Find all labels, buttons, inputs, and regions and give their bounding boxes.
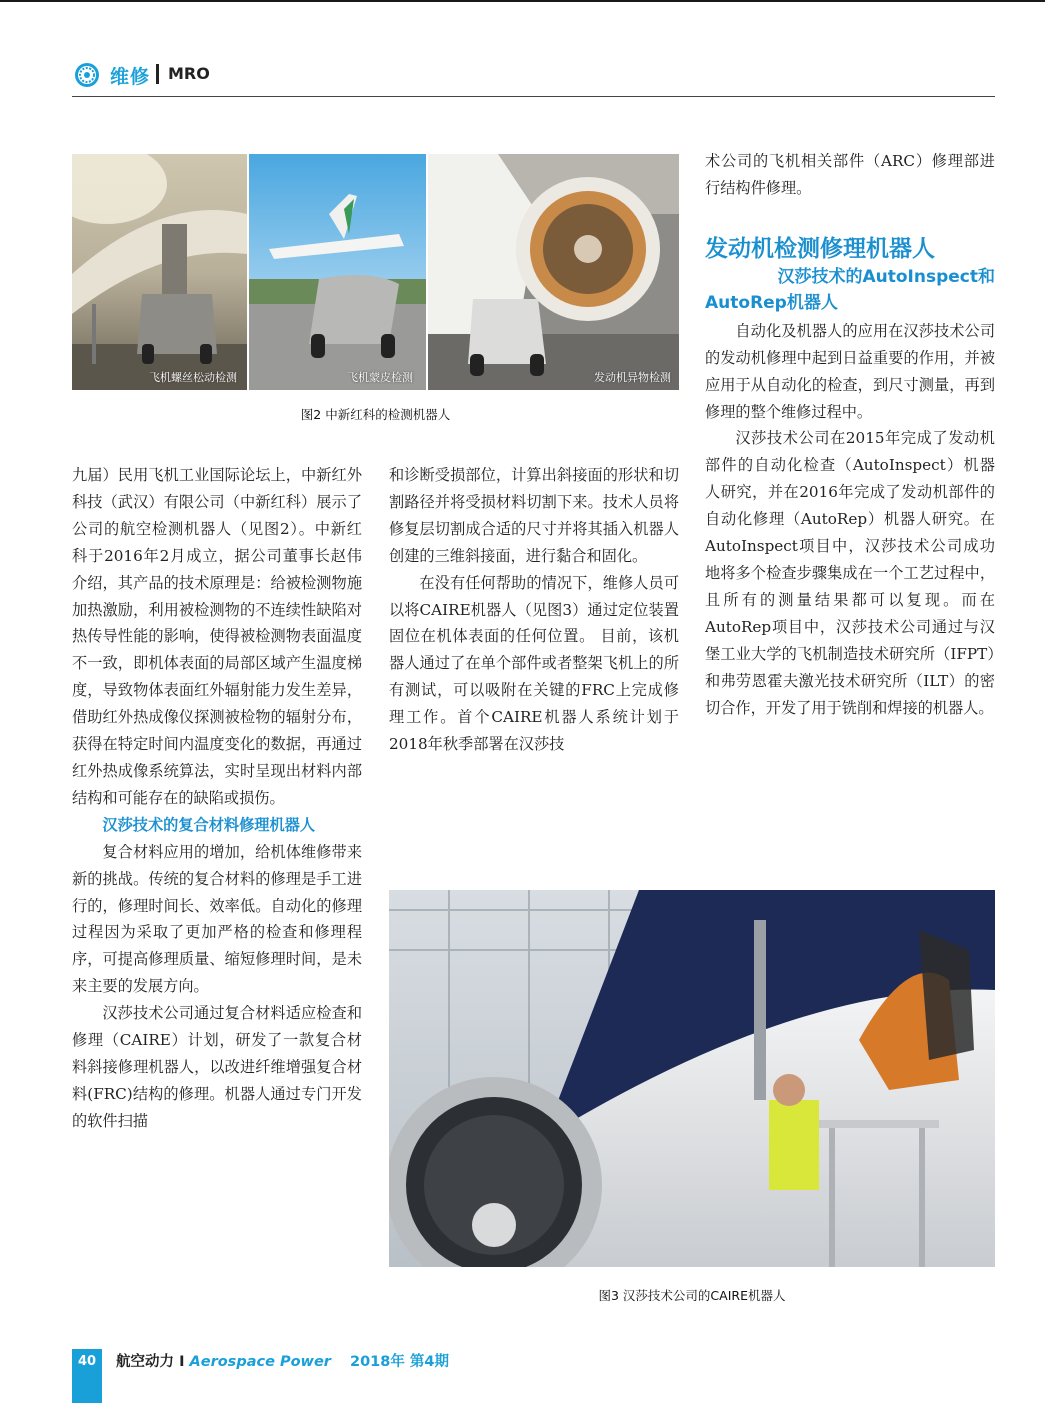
figure2-caption: 图2 中新红科的检测机器人	[300, 407, 451, 422]
col3-paragraph: 汉莎技术公司在2015年完成了发动机部件的自动化检查（AutoInspect）机器人研究，并在2016年完成了发动机部件的自动化修理（AutoRep）机器人研究。在AutoInspect项目中，汉莎技术公司成功地将多个检查步骤集成在一个工艺过程中，且所有的测量结果都可以复现。而在AutoRep项目中，汉莎技术公司通过与汉堡工业大学的飞机制造技术研究所（IFPT）和弗劳恩霍夫激光技术研究所（ILT）的密切合作，开发了用于铣削和焊接的机器人。	[705, 429, 995, 717]
col3-paragraph: 自动化及机器人的应用在汉莎技术公司的发动机修理中起到日益重要的作用，并被应用于从自动化的检查，到尺寸测量，再到修理的整个维修过程中。	[705, 321, 995, 421]
col3-subheading-line1: 汉莎技术的AutoInspect和	[777, 266, 995, 287]
column-1	[72, 462, 362, 1135]
footer-separator: I	[179, 1354, 190, 1370]
magazine-title-en: Aerospace Power	[189, 1354, 331, 1370]
running-header	[72, 60, 997, 96]
column-3	[705, 148, 995, 721]
photo-caption: 飞机螺丝松动检测	[149, 371, 237, 384]
col1-subheading: 汉莎技术的复合材料修理机器人	[102, 815, 316, 834]
section-title-en: MRO	[168, 64, 210, 83]
photo-caption: 发动机异物检测	[594, 371, 671, 384]
photo-engine-fod-inspection	[428, 154, 679, 390]
col3-subheading-line2: AutoRep机器人	[705, 292, 838, 313]
photo-caption: 飞机蒙皮检测	[347, 371, 413, 384]
column-2	[389, 462, 679, 758]
footer-magazine	[116, 1350, 449, 1371]
page-number: 40	[77, 1354, 97, 1369]
col3-paragraph: 术公司的飞机相关部件（ARC）修理部进行结构件修理。	[705, 152, 995, 197]
photo-screw-inspection	[72, 154, 247, 390]
col2-paragraph: 在没有任何帮助的情况下，维修人员可以将CAIRE机器人（见图3）通过定位装置固位在机体表面的任何位置。 目前，该机器人通过了在单个部件或者整架飞机上的所有测试，可以吸附在关键的FRC上完成修理工作。首个CAIRE机器人系统计划于2018年秋季部署在汉莎技	[389, 573, 679, 754]
header-separator	[156, 64, 159, 84]
photo-skin-inspection	[249, 154, 426, 390]
col2-paragraph: 和诊断受损部位，计算出斜接面的形状和切割路径并将受损材料切割下来。技术人员将修复层切割成合适的尺寸并将其插入机器人创建的三维斜接面，进行黏合和固化。	[389, 466, 679, 565]
col1-paragraph: 复合材料应用的增加，给机体维修带来新的挑战。传统的复合材料的修理是手工进行的，修理时间长、效率低。自动化的修理过程因为采取了更加严格的检查和修理程序，可提高修理质量、缩短修理时间，是未来主要的发展方向。	[72, 842, 362, 996]
section-heading: 发动机检测修理机器人	[705, 235, 935, 262]
magazine-title: 航空动力	[116, 1354, 174, 1370]
col1-paragraph: 汉莎技术公司通过复合材料适应检查和修理（CAIRE）计划，研发了一款复合材料斜接修理机器人，以改进纤维增强复合材料(FRC)结构的修理。机器人通过专门开发的软件扫描	[72, 1004, 362, 1130]
section-title: 维修	[110, 66, 151, 88]
photo-caire-robot	[389, 890, 995, 1267]
figure3-caption: 图3 汉莎技术公司的CAIRE机器人	[598, 1288, 786, 1303]
turbine-logo-icon	[74, 62, 100, 88]
top-rule	[0, 0, 1045, 2]
header-rule	[72, 96, 995, 97]
issue-label: 2018年 第4期	[350, 1354, 449, 1370]
col1-paragraph: 九届）民用飞机工业国际论坛上，中新红外科技（武汉）有限公司（中新红科）展示了公司的航空检测机器人（见图2）。中新红科于2016年2月成立，据公司董事长赵伟介绍，其产品的技术原理是：给被检测物施加热激励，利用被检测物的不连续性缺陷对热传导性能的影响，使得被检测物表面温度不一致，即机体表面的局部区域产生温度梯度，导致物体表面红外辐射能力发生差异，借助红外热成像仪探测被检物的辐射分布，获得在特定时间内温度变化的数据，再通过红外热成像系统算法，实时呈现出材料内部结构和可能存在的缺陷或损伤。	[72, 466, 362, 807]
